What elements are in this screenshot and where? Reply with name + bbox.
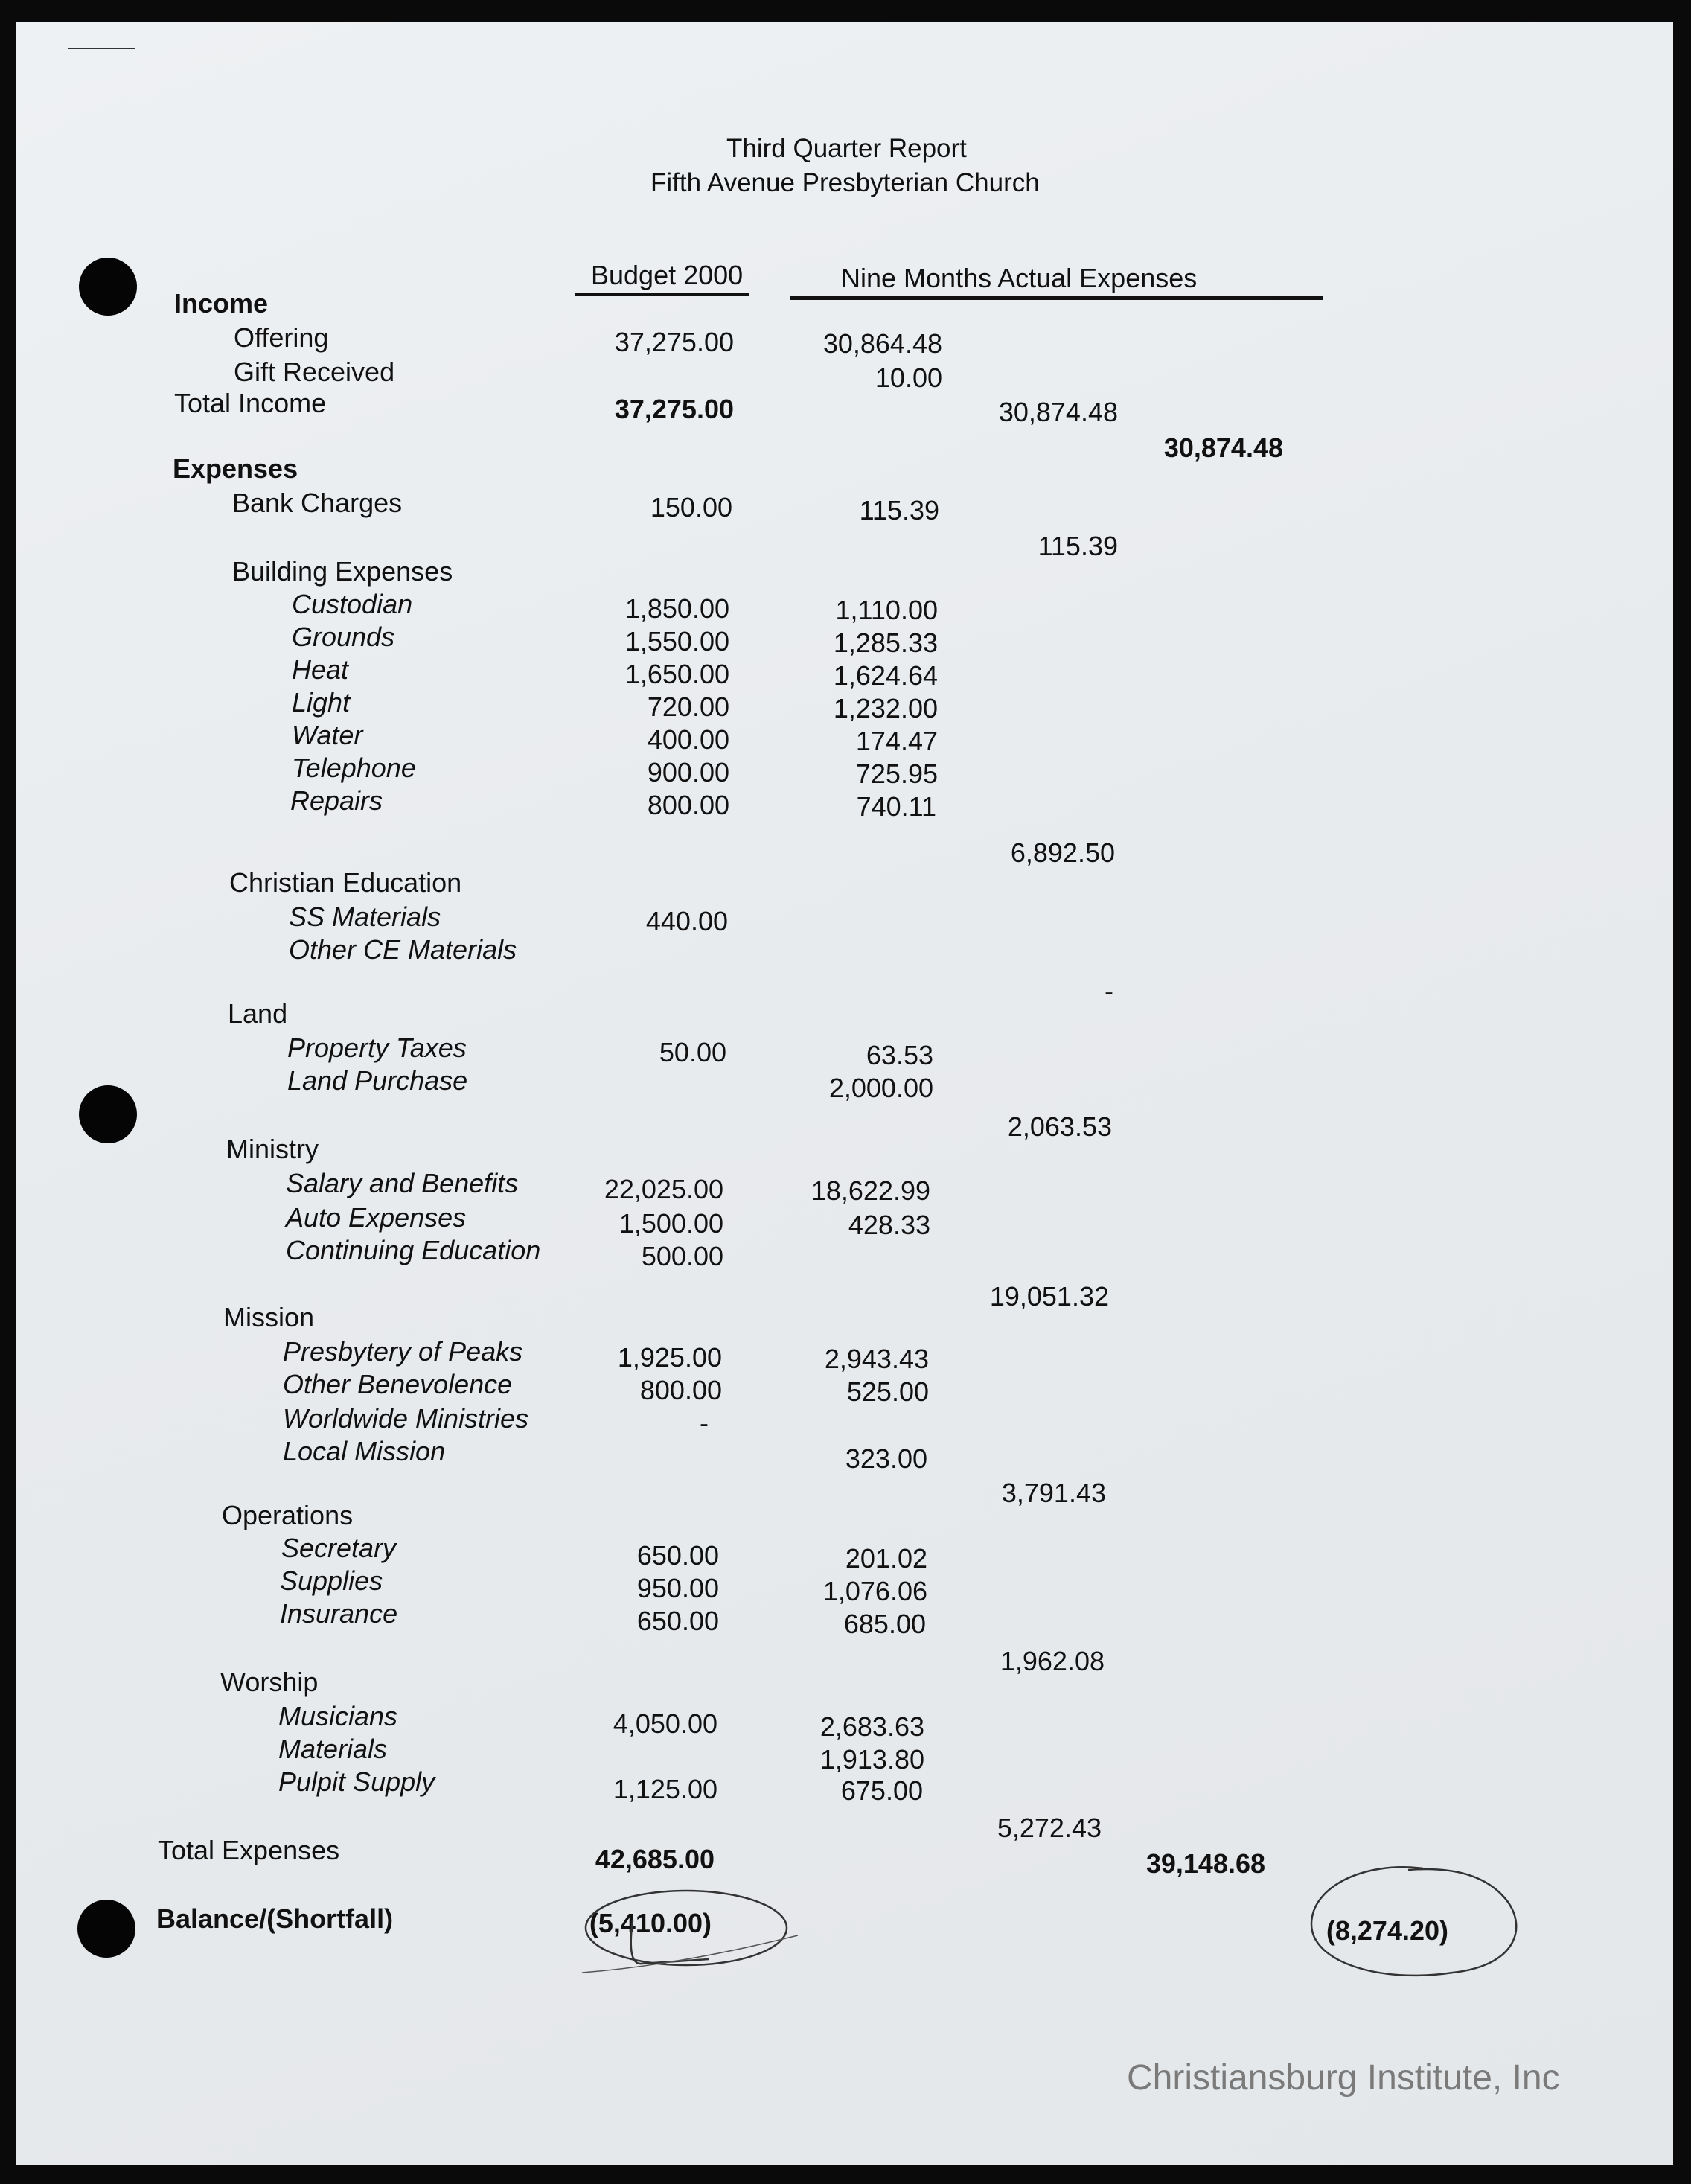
bank-charges-budget: 150.00 — [650, 492, 732, 523]
operations-subtotal: 1,962.08 — [1000, 1646, 1105, 1676]
line-item-actual: 18,622.99 — [811, 1175, 930, 1206]
total-expenses-actual: 39,148.68 — [1145, 1848, 1265, 1879]
watermark: Christiansburg Institute, Inc — [1127, 2058, 1560, 2098]
punch-hole — [77, 1900, 135, 1958]
line-item-budget: 1,650.00 — [624, 659, 729, 689]
line-item-budget: 950.00 — [636, 1573, 719, 1603]
line-item-label: Local Mission — [283, 1436, 446, 1466]
line-item-label: Presbytery of Peaks — [283, 1336, 523, 1367]
line-item-label: Water — [292, 720, 363, 750]
report-title: Third Quarter Report — [726, 134, 967, 163]
line-item-actual: 740.11 — [856, 791, 936, 822]
worship-subtotal: 5,272.43 — [997, 1813, 1102, 1843]
line-item-actual: 1,624.64 — [833, 660, 938, 691]
line-item-budget: 800.00 — [639, 1375, 722, 1405]
line-item-actual: 1,285.33 — [833, 628, 938, 658]
line-item-actual: 2,683.63 — [819, 1711, 924, 1742]
total-income-budget: 37,275.00 — [614, 394, 734, 424]
line-item-label: Custodian — [292, 589, 413, 619]
gift-label: Gift Received — [234, 357, 395, 387]
total-income-actual: 30,874.48 — [1163, 432, 1283, 463]
line-item-budget: 500.00 — [641, 1241, 723, 1271]
handwritten-circle-mark — [567, 1876, 820, 1995]
operations-label: Operations — [222, 1500, 354, 1530]
income-heading: Income — [174, 288, 269, 319]
line-item-actual: 2,000.00 — [828, 1073, 933, 1103]
punch-hole — [79, 258, 137, 316]
line-item-label: Property Taxes — [287, 1032, 467, 1063]
line-item-actual: 1,232.00 — [833, 693, 938, 724]
line-item-actual: 725.95 — [855, 759, 938, 789]
worship-label: Worship — [220, 1667, 319, 1697]
budget-underline — [575, 293, 749, 296]
offering-budget: 37,275.00 — [614, 327, 734, 357]
ministry-label: Ministry — [226, 1134, 319, 1164]
line-item-label: SS Materials — [289, 901, 441, 932]
bank-charges-subtotal: 115.39 — [1038, 531, 1118, 561]
church-name: Fifth Avenue Presbyterian Church — [650, 168, 1040, 197]
line-item-label: Land Purchase — [287, 1065, 468, 1096]
line-item-label: Auto Expenses — [286, 1202, 467, 1233]
line-item-label: Secretary — [281, 1533, 397, 1563]
line-item-budget: 1,125.00 — [613, 1774, 717, 1804]
line-item-actual: 685.00 — [843, 1609, 926, 1639]
line-item-label: Supplies — [280, 1565, 383, 1596]
line-item-label: Worldwide Ministries — [283, 1403, 529, 1434]
bank-charges-label: Bank Charges — [232, 488, 403, 518]
total-income-subtotal: 30,874.48 — [998, 397, 1118, 427]
line-item-actual: 2,943.43 — [824, 1344, 929, 1374]
line-item-actual: 428.33 — [848, 1210, 930, 1240]
building-subtotal: 6,892.50 — [1010, 837, 1115, 868]
balance-label: Balance/(Shortfall) — [156, 1903, 394, 1934]
col-header-actual: Nine Months Actual Expenses — [841, 263, 1198, 293]
mission-label: Mission — [223, 1302, 315, 1332]
line-item-label: Heat — [292, 654, 349, 685]
line-item-actual: 201.02 — [845, 1543, 927, 1574]
line-item-label: Musicians — [278, 1701, 398, 1731]
actual-underline — [790, 296, 1323, 300]
balance-actual: (8,274.20) — [1326, 1915, 1448, 1946]
line-item-label: Insurance — [280, 1598, 398, 1629]
total-expenses-budget: 42,685.00 — [595, 1844, 715, 1874]
line-item-label: Other CE Materials — [289, 934, 517, 965]
line-item-actual: 1,110.00 — [835, 595, 938, 625]
line-item-label: Continuing Education — [286, 1235, 541, 1265]
line-item-budget: 1,850.00 — [624, 593, 729, 624]
line-item-label: Repairs — [290, 785, 383, 816]
line-item-budget: 900.00 — [647, 757, 729, 788]
line-item-label: Other Benevolence — [283, 1369, 513, 1399]
line-item-actual: 525.00 — [846, 1376, 929, 1407]
line-item-actual: 63.53 — [866, 1040, 933, 1070]
handwritten-circle-mark — [1282, 1853, 1550, 1995]
line-item-actual: 675.00 — [840, 1775, 923, 1806]
offering-label: Offering — [234, 322, 329, 353]
line-item-budget: 650.00 — [636, 1606, 719, 1636]
total-income-label: Total Income — [174, 388, 327, 418]
gift-actual: 10.00 — [875, 363, 942, 393]
line-item-actual: 1,076.06 — [822, 1576, 927, 1606]
line-item-label: Light — [292, 687, 351, 718]
line-item-budget: 650.00 — [636, 1540, 719, 1571]
line-item-budget: 1,550.00 — [624, 626, 729, 657]
ministry-subtotal: 19,051.32 — [989, 1281, 1109, 1312]
land-label: Land — [228, 998, 288, 1029]
total-expenses-label: Total Expenses — [158, 1835, 340, 1865]
offering-actual: 30,864.48 — [822, 328, 942, 359]
building-label: Building Expenses — [232, 556, 453, 587]
bank-charges-actual: 115.39 — [859, 495, 939, 526]
line-item-budget: - — [700, 1408, 709, 1438]
line-item-budget: 50.00 — [659, 1037, 726, 1067]
line-item-label: Pulpit Supply — [278, 1766, 435, 1797]
line-item-actual: 323.00 — [845, 1443, 927, 1474]
punch-hole — [79, 1085, 137, 1143]
line-item-label: Grounds — [292, 622, 395, 652]
document-page — [16, 22, 1673, 2165]
line-item-budget: 1,925.00 — [617, 1342, 722, 1373]
line-item-budget: 1,500.00 — [618, 1208, 723, 1239]
line-item-budget: 440.00 — [645, 906, 728, 936]
line-item-budget: 400.00 — [647, 724, 729, 755]
mission-subtotal: 3,791.43 — [1001, 1478, 1106, 1508]
balance-budget: (5,410.00) — [589, 1908, 712, 1938]
line-item-actual: 1,913.80 — [819, 1744, 924, 1775]
page-edge-mark — [68, 48, 135, 49]
ce-subtotal: - — [1105, 976, 1113, 1006]
line-item-label: Materials — [278, 1734, 388, 1764]
line-item-budget: 22,025.00 — [604, 1174, 723, 1204]
expenses-heading: Expenses — [173, 453, 298, 484]
land-subtotal: 2,063.53 — [1007, 1111, 1112, 1142]
line-item-label: Salary and Benefits — [286, 1168, 519, 1198]
line-item-actual: 174.47 — [855, 726, 938, 756]
col-header-budget: Budget 2000 — [591, 260, 744, 290]
ce-label: Christian Education — [229, 867, 462, 898]
line-item-budget: 800.00 — [647, 790, 729, 820]
line-item-label: Telephone — [292, 753, 416, 783]
line-item-budget: 720.00 — [647, 692, 729, 722]
line-item-budget: 4,050.00 — [613, 1708, 717, 1739]
